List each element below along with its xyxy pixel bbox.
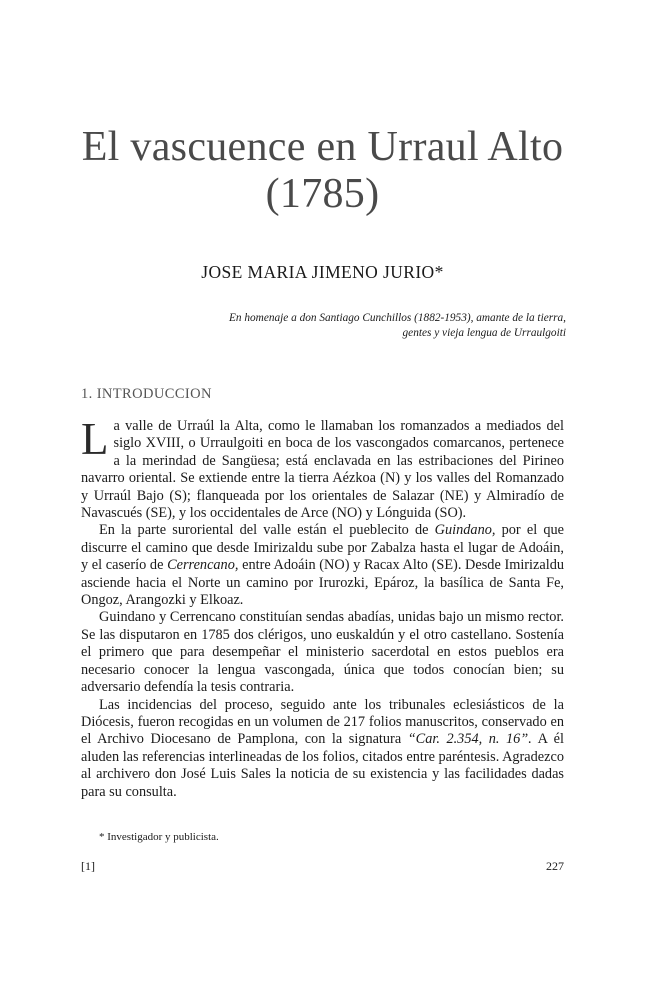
paragraph-2-text-e: entre Adoáin (NO) y Racax Alto (SE). Desde Imirizaldu asciende hacia el Norte un camino por Irurozki, Epároz, la basílica de Santa Fe, Ongoz, Arangozki y Elkoaz. [81,557,564,609]
paragraph-3: Guindano y Cerrencano constituían sendas abadías, unidas bajo un mismo rector. Se las disputaron en 1785 dos clérigos, uno euskaldún y el otro castellano. Sostenía el primero que para desempeñar el ministerio sacerdotal en estos pueblos era necesario conocer la lengua vascongada, única que todos conocían bien; su adversario defendía la tesis contraria. [81,609,564,696]
place-guindano: Guindano, [434,522,496,539]
author-name: JOSE MARIA JIMENO JURIO* [201,262,444,282]
title-line-2: (1785) [265,171,380,217]
paragraph-4 [81,697,564,801]
article-body [81,414,565,801]
paragraph-1-text: a valle de Urraúl la Alta, como le llamaban los romanzados a mediados del siglo XVIII, o Urraulgoiti en boca de los vascongados comarcanos, pertenece a la merindad de Sangüesa; está enclavada en las estribaciones del Pirineo navarro oriental. Se extiende entre la tierra Aézkoa (N) y los valles del Romanzado y Urraúl Bajo (S); flanqueada por los orientales de Salazar (NE) y Almiradío de Navascués (SE), y los occidentales de Arce (NO) y Lónguida (SO). [81,418,564,522]
paragraph-1 [81,414,564,522]
paragraph-4-text-a: Las incidencias del proceso, seguido ante los tribunales eclesiásticos de la Diócesis, fueron recogidas en un volumen de 217 folios manuscritos, conservado en el Archivo Diocesano de Pamplona, con la signatura [81,696,564,748]
article-title [0,124,645,218]
section-heading: 1. INTRODUCCION [81,386,212,402]
paragraph-4-text-c: A él aluden las referencias interlineadas de los folios, citados entre paréntesis. Agradezco al archivero don José Luis Sales la noticia de su existencia y las facilidades dadas para su consulta. [81,731,565,800]
dedication-line-2: gentes y vieja lengua de Urraulgoiti [402,327,566,339]
paragraph-2-text-c: por el que discurre el camino que desde Imirizaldu sube por Zabalza hasta el lugar de Adoáin, y el caserío de [81,522,564,574]
title-line-1: El vascuence en Urraul Alto [81,124,564,170]
dedication-line-1: En homenaje a don Santiago Cunchillos (1882-1953), amante de la tierra, [229,312,566,324]
dedication [146,311,566,341]
footnote: * Investigador y publicista. [99,831,219,843]
drop-cap: L [81,414,109,464]
place-cerrencano: Cerrencano, [167,557,239,574]
paragraph-2-text-a: En la parte suroriental del valle están el pueblecito de [99,522,435,539]
folio-number: [1] [81,859,95,873]
page-number: 227 [546,859,564,873]
archive-signature: “Car. 2.354, n. 16”. [407,731,532,748]
paragraph-2 [81,522,564,609]
